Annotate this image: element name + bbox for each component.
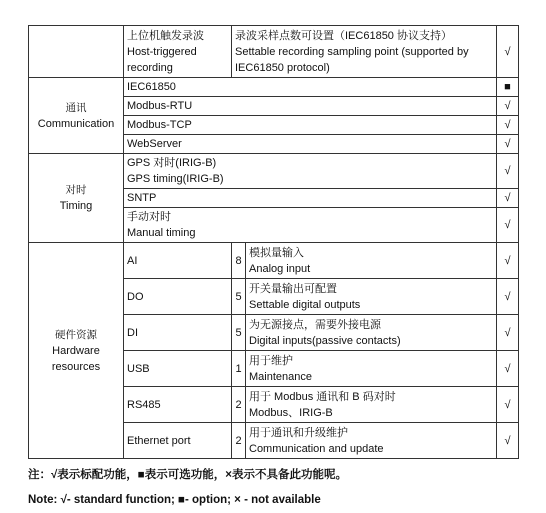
- port-count: 5: [232, 279, 246, 315]
- category-timing: [29, 154, 124, 243]
- table-row: [29, 154, 519, 189]
- description-en: Settable digital outputs: [249, 298, 361, 311]
- description-zh: 开关量输出可配置: [249, 282, 337, 295]
- availability-mark: √: [497, 315, 519, 351]
- port-name: DI: [124, 315, 232, 351]
- port-name: USB: [124, 351, 232, 387]
- description-en: Digital inputs(passive contacts): [249, 334, 401, 347]
- detail-en: Settable recording sampling point (supported by: [235, 45, 469, 58]
- category-label-zh: 对时: [65, 184, 87, 196]
- description-en: Communication and update: [249, 442, 384, 455]
- feature-en: recording: [127, 61, 173, 74]
- feature-en: GPS timing(IRIG-B): [127, 173, 224, 185]
- availability-mark: ■: [497, 78, 519, 97]
- feature-cell: [124, 208, 497, 243]
- feature-zh: GPS 对时(IRIG-B): [127, 157, 217, 169]
- port-name: Ethernet port: [124, 423, 232, 459]
- port-name: DO: [124, 279, 232, 315]
- feature-zh: 上位机触发录波: [127, 29, 204, 42]
- table-row: [29, 243, 519, 279]
- availability-mark: √: [497, 116, 519, 135]
- category-cell-empty: [29, 26, 124, 78]
- description-zh: 为无源接点，需要外接电源: [249, 318, 381, 331]
- feature-cell: SNTP: [124, 189, 497, 208]
- port-description: [246, 387, 497, 423]
- description-zh: 用于通讯和升级维护: [249, 426, 348, 439]
- port-count: 5: [232, 315, 246, 351]
- description-en: Maintenance: [249, 370, 312, 383]
- category-label-zh: 硬件资源: [55, 328, 97, 341]
- feature-cell: WebServer: [124, 135, 497, 154]
- availability-mark: √: [497, 135, 519, 154]
- feature-cell: IEC61850: [124, 78, 497, 97]
- category-label-en: Communication: [37, 117, 115, 130]
- category-hardware: [29, 243, 124, 459]
- feature-cell: Modbus-TCP: [124, 116, 497, 135]
- description-zh: 用于 Modbus 通讯和 B 码对时: [249, 390, 396, 403]
- category-label-en: resources: [51, 360, 101, 373]
- port-description: [246, 351, 497, 387]
- availability-mark: √: [497, 243, 519, 279]
- description-zh: 用于维护: [249, 354, 293, 367]
- port-description: [246, 423, 497, 459]
- availability-mark: √: [497, 97, 519, 116]
- port-count: 8: [232, 243, 246, 279]
- detail-en: IEC61850 protocol): [235, 61, 330, 74]
- feature-cell: [124, 154, 497, 189]
- port-description: [246, 243, 497, 279]
- port-name: AI: [124, 243, 232, 279]
- description-zh: 模拟量输入: [249, 246, 304, 259]
- detail-cell: [232, 26, 497, 78]
- description-en: Modbus、IRIG-B: [249, 406, 333, 419]
- feature-en: Manual timing: [127, 227, 196, 239]
- table-row: [29, 26, 519, 78]
- availability-mark: √: [497, 189, 519, 208]
- port-description: [246, 279, 497, 315]
- category-label-en: Hardware: [52, 344, 100, 357]
- feature-cell: [124, 26, 232, 78]
- port-count: 2: [232, 387, 246, 423]
- spec-table: [28, 25, 519, 459]
- category-label-en: Timing: [59, 200, 93, 212]
- availability-mark: √: [497, 279, 519, 315]
- availability-mark: √: [497, 26, 519, 78]
- legend-note-zh: 注：√表示标配功能，■表示可选功能，×表示不具备此功能呢。: [28, 469, 347, 481]
- availability-mark: √: [497, 423, 519, 459]
- description-en: Analog input: [249, 262, 311, 275]
- availability-mark: √: [497, 208, 519, 243]
- legend-note-en: Note: √- standard function; ■- option; × - not available: [28, 494, 321, 506]
- feature-en: Host-triggered: [127, 45, 197, 58]
- port-name: RS485: [124, 387, 232, 423]
- port-description: [246, 315, 497, 351]
- availability-mark: √: [497, 154, 519, 189]
- availability-mark: √: [497, 387, 519, 423]
- port-count: 1: [232, 351, 246, 387]
- port-count: 2: [232, 423, 246, 459]
- feature-cell: Modbus-RTU: [124, 97, 497, 116]
- category-communication: [29, 78, 124, 154]
- category-label-zh: 通讯: [65, 101, 87, 114]
- availability-mark: √: [497, 351, 519, 387]
- table-row: [29, 78, 519, 97]
- detail-zh: 录波采样点数可设置（IEC61850 协议支持）: [235, 29, 452, 42]
- feature-zh: 手动对时: [127, 211, 171, 223]
